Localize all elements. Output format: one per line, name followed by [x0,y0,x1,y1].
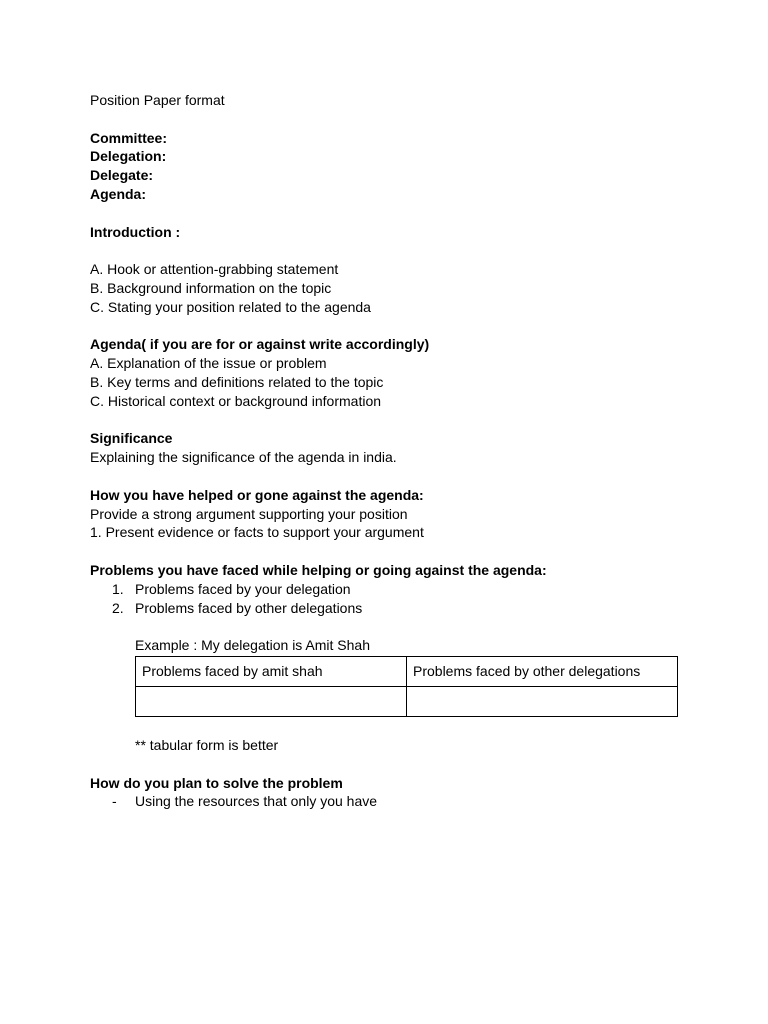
agenda-item: C. Historical context or background information [90,392,382,409]
list-marker: 2. [112,599,124,616]
table-header-cell: Problems faced by other delegations [407,656,678,686]
helped-heading: How you have helped or gone against the agenda: [90,486,424,503]
significance-heading: Significance [90,430,173,447]
spacer [90,617,690,636]
list-item-text: Problems faced by your delegation [135,580,351,597]
table-row [136,686,678,716]
list-item [90,792,690,811]
agenda-field: Agenda: [90,185,146,202]
spacer [90,317,690,336]
list-item-text: Using the resources that only you have [135,793,378,810]
spacer [90,241,690,260]
agenda-heading: Agenda( if you are for or against write accordingly) [90,336,430,353]
list-item [90,599,690,618]
document-title: Position Paper format [90,92,225,108]
committee-field: Committee: [90,129,168,146]
helped-item: Provide a strong argument supporting your position [90,505,408,522]
spacer [90,411,690,430]
table-note: ** tabular form is better [135,736,279,753]
spacer [90,542,690,561]
table-header-cell: Problems faced by amit shah [136,656,407,686]
agenda-item: B. Key terms and definitions related to the topic [90,373,384,390]
spacer [90,110,690,129]
delegate-field: Delegate: [90,167,154,184]
spacer [90,467,690,486]
table-header-row [136,656,678,686]
example-text: Example : My delegation is Amit Shah [135,637,371,654]
problems-heading: Problems you have faced while helping or going against the agenda: [90,561,547,578]
introduction-heading: Introduction : [90,223,181,240]
solve-heading: How do you plan to solve the problem [90,774,343,791]
list-item [90,580,690,599]
helped-item: 1. Present evidence or facts to support your argument [90,524,424,541]
spacer [90,755,690,774]
document-page [90,91,690,811]
list-marker: 1. [112,580,124,597]
significance-text: Explaining the significance of the agenda in india. [90,449,397,466]
table-cell [407,686,678,716]
list-item-text: Problems faced by other delegations [135,599,363,616]
introduction-item: B. Background information on the topic [90,279,332,296]
introduction-item: C. Stating your position related to the agenda [90,298,371,315]
table-cell [136,686,407,716]
spacer [90,204,690,223]
agenda-item: A. Explanation of the issue or problem [90,355,327,372]
delegation-field: Delegation: [90,148,167,165]
problems-table [135,656,678,717]
introduction-item: A. Hook or attention-grabbing statement [90,261,339,278]
spacer [90,717,690,736]
list-marker: - [112,793,117,810]
